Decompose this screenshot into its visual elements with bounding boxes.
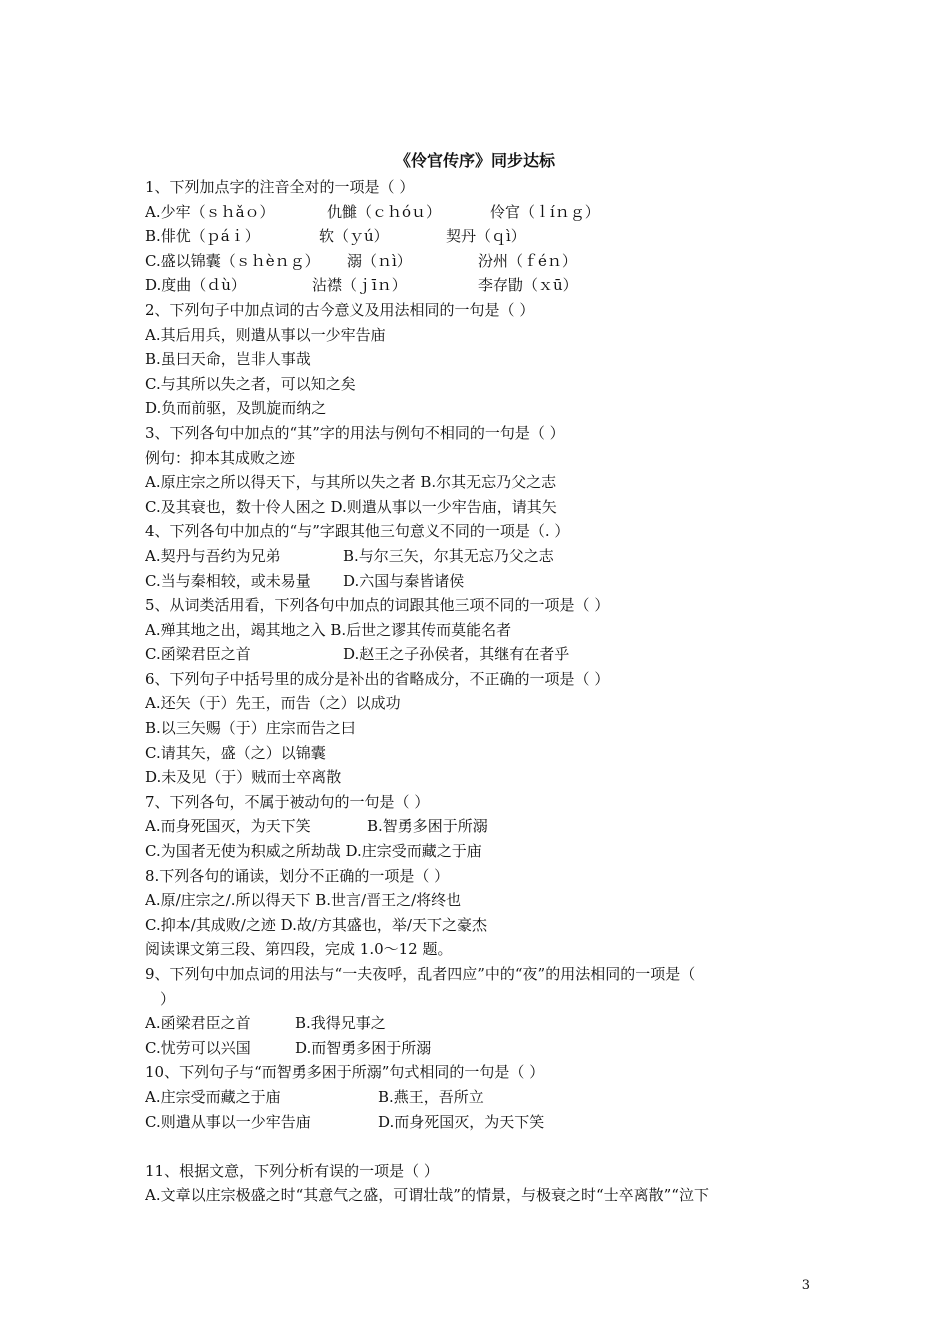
question-4-stem: 4、下列各句中加点的“与”字跟其他三句意义不同的一项是（. ） [145, 522, 570, 541]
option-cell: 沾襟（ｊīｎ） [312, 276, 407, 295]
question-11-stem: 11、根据文意，下列分析有误的一项是（ ） [145, 1161, 439, 1180]
question-7-row-ab [145, 814, 810, 839]
option-cell: 汾州（ｆéｎ） [478, 251, 577, 270]
question-9-row-cd [145, 1036, 810, 1061]
option-cell: A.函梁君臣之首 [145, 1014, 251, 1033]
question-3-options-ab: A.原庄宗之所以得天下，与其所以失之者 B.尔其无忘乃父之志 [145, 473, 557, 492]
option-cell: A.契丹与吾约为兄弟 [145, 546, 281, 565]
question-5-row-cd [145, 642, 810, 667]
question-8-options-cd: C.抑本/其成败/之迹 D.故/方其盛也，举/天下之豪杰 [145, 915, 487, 934]
question-9-stem-end: ） [160, 989, 176, 1008]
option-cell: D.而身死国灭，为天下笑 [378, 1112, 545, 1131]
option-cell: D.六国与秦皆诸侯 [343, 571, 465, 590]
option-cell: C.函梁君臣之首 [145, 645, 251, 664]
question-8-options-ab: A.原/庄宗之/.所以得天下 B.世言/晋王之/将终也 [145, 891, 462, 910]
question-2-option-d: D.负而前驱，及凯旋而纳之 [145, 399, 327, 418]
question-7-stem: 7、下列各句，不属于被动句的一句是（ ） [145, 792, 430, 811]
question-9-row-ab [145, 1011, 810, 1036]
exercise-content [145, 175, 810, 1208]
option-cell: C.则遣从事以一少牢告庙 [145, 1112, 311, 1131]
option-cell: C.盛以锦囊（ｓｈèｎｇ） [145, 251, 320, 270]
option-cell: B.与尔三矢，尔其无忘乃父之志 [343, 546, 554, 565]
blank-line [145, 1134, 810, 1159]
question-2-option-b: B.虽曰天命，岂非人事哉 [145, 350, 311, 369]
question-2-option-c: C.与其所以失之者，可以知之矣 [145, 374, 356, 393]
option-cell: B.我得兄事之 [295, 1014, 386, 1033]
question-2-option-a: A.其后用兵，则遣从事以一少牢告庙 [145, 325, 386, 344]
question-8-stem: 8.下列各句的诵读，划分不正确的一项是（ ） [145, 866, 450, 885]
question-1-row-d [145, 273, 810, 298]
question-1-row-c [145, 249, 810, 274]
question-6-option-b: B.以三矢赐（于）庄宗而告之曰 [145, 719, 356, 738]
option-cell: D.度曲（ｄù） [145, 276, 246, 295]
question-3-example: 例句：抑本其成败之迹 [145, 448, 296, 467]
question-9-stem: 9、下列句中加点词的用法与“一夫夜呼，乱者四应”中的“夜”的用法相同的一项是（ [145, 965, 696, 983]
reading-instruction: 阅读课文第三段、第四段，完成 1.0～12 题。 [145, 940, 453, 959]
question-7-row-cd: C.为国者无使为积威之所劫哉 D.庄宗受而藏之于庙 [145, 842, 482, 861]
document-title: 《伶官传序》同步达标 [394, 151, 555, 170]
option-cell: A.庄宗受而藏之于庙 [145, 1087, 281, 1106]
question-5-stem: 5、从词类活用看，下列各句中加点的词跟其他三项不同的一项是（ ） [145, 596, 610, 615]
question-11-option-a: A.文章以庄宗极盛之时“其意气之盛，可谓壮哉”的情景，与极衰之时“士卒离散”“泣下 [145, 1186, 709, 1205]
question-1-row-a [145, 200, 810, 225]
option-cell: D.赵王之子孙侯者，其继有在者乎 [343, 645, 570, 664]
question-6-stem: 6、下列句子中括号里的成分是补出的省略成分，不正确的一项是（ ） [145, 669, 610, 688]
question-4-row-ab [145, 544, 810, 569]
option-cell: B.智勇多困于所溺 [367, 817, 488, 836]
question-10-stem: 10、下列句子与“而智勇多困于所溺”句式相同的一句是（ ） [145, 1063, 545, 1082]
option-cell: A.少牢（ｓｈǎｏ） [145, 202, 275, 221]
question-6-option-a: A.还矢（于）先王，而告（之）以成功 [145, 694, 401, 713]
option-cell: 软（ｙú） [319, 227, 389, 246]
page-number: 3 [801, 1278, 810, 1293]
option-cell: D.而智勇多困于所溺 [295, 1038, 432, 1057]
question-4-row-cd [145, 569, 810, 594]
question-6-option-c: C.请其矢，盛（之）以锦囊 [145, 743, 326, 762]
question-3-options-cd: C.及其衰也，数十伶人困之 D.则遣从事以一少牢告庙，请其矢 [145, 497, 557, 516]
option-cell: 契丹（ｑì） [446, 227, 526, 246]
option-cell: C.当与秦相较，或未易量 [145, 571, 311, 590]
question-5-row-ab: A.殚其地之出，竭其地之入 B.后世之谬其传而莫能名者 [145, 620, 512, 639]
question-1-row-b [145, 224, 810, 249]
question-2-stem: 2、下列句子中加点词的古今意义及用法相同的一句是（ ） [145, 300, 535, 319]
option-cell: B.俳优（ｐáｉ） [145, 227, 260, 246]
option-cell: B.燕王，吾所立 [378, 1087, 484, 1106]
question-1-stem: 1、下列加点字的注音全对的一项是（ ） [145, 178, 415, 196]
option-cell: 伶官（ｌíｎｇ） [490, 202, 600, 221]
option-cell: 李存勖（ｘū） [478, 276, 578, 295]
option-cell: 溺（ｎì） [347, 251, 412, 270]
question-3-stem: 3、下列各句中加点的“其”字的用法与例句不相同的一句是（ ） [145, 423, 565, 442]
option-cell: C.忧劳可以兴国 [145, 1038, 251, 1057]
question-6-option-d: D.未及见（于）贼而士卒离散 [145, 768, 342, 787]
question-10-row-cd [145, 1110, 810, 1135]
question-10-row-ab [145, 1085, 810, 1110]
option-cell: A.而身死国灭，为天下笑 [145, 817, 311, 836]
option-cell: 仇雠（ｃｈóｕ） [327, 202, 442, 221]
